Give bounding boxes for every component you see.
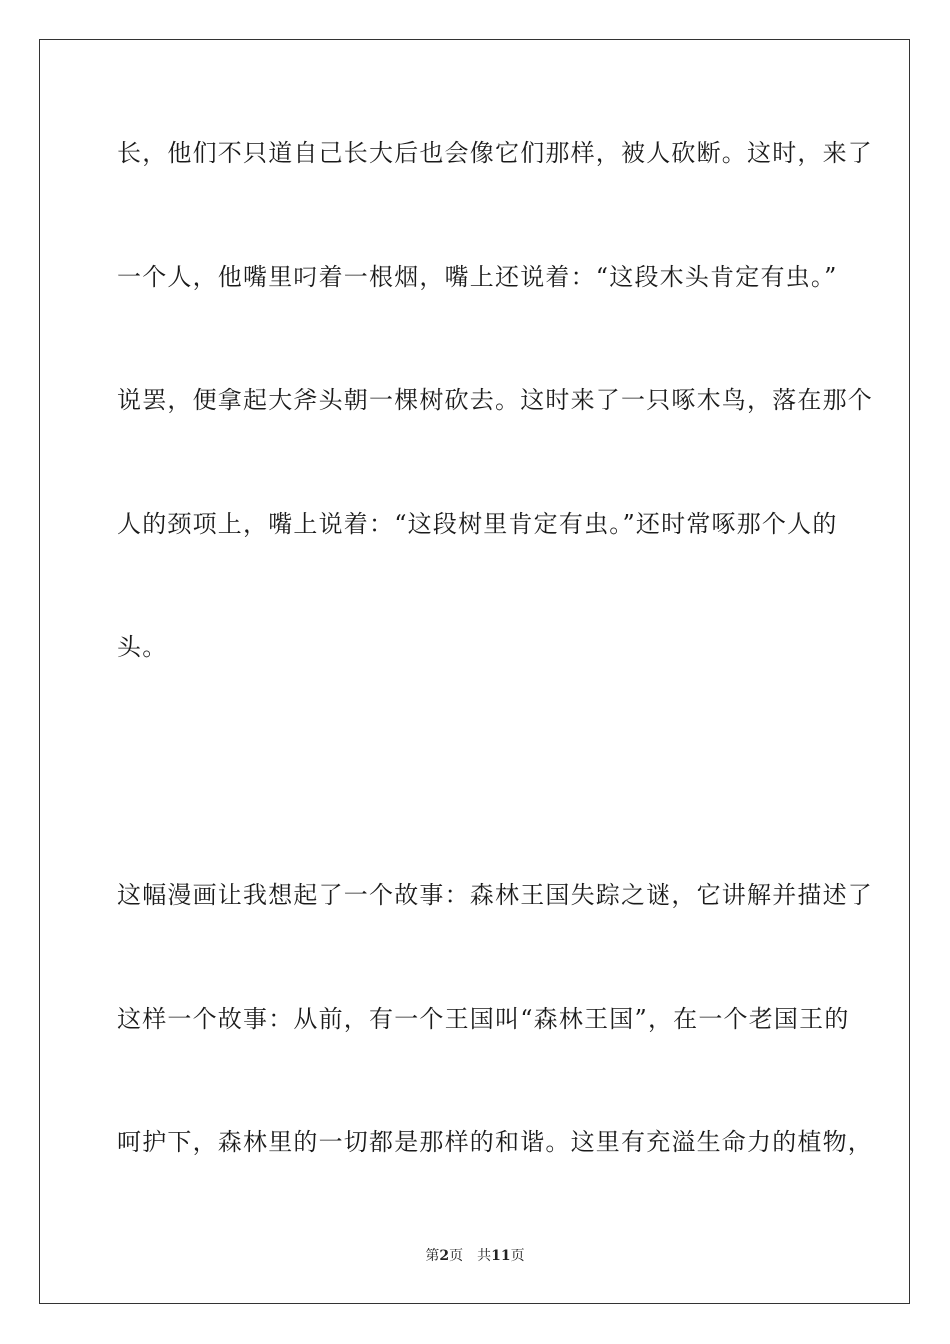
total-suffix: 页 [510, 1248, 525, 1264]
total-prefix: 共 [477, 1248, 492, 1264]
text-line: 人的颈项上，嘴上说着：“这段树里肯定有虫。”还时常啄那个人的 [117, 510, 838, 538]
total-pages: 11 [491, 1248, 511, 1264]
text-line: 头。 [117, 633, 168, 661]
page-number: 2 [439, 1248, 450, 1264]
text-line: 说罢，便拿起大斧头朝一棵树砍去。这时来了一只啄木鸟，落在那个 [117, 386, 873, 414]
total-indicator [477, 1248, 524, 1264]
text-line: 长，他们不只道自己长大后也会像它们那样，被人砍断。这时，来了 [117, 139, 873, 167]
page-prefix: 第 [425, 1248, 440, 1264]
text-line: 这幅漫画让我想起了一个故事：森林王国失踪之谜，它讲解并描述了 [117, 881, 873, 909]
text-line: 呵护下，森林里的一切都是那样的和谐。这里有充溢生命力的植物， [117, 1128, 873, 1156]
page-suffix: 页 [449, 1248, 464, 1264]
text-line: 一个人，他嘴里叼着一根烟，嘴上还说着：“这段木头肯定有虫。” [117, 263, 838, 291]
page-indicator [425, 1248, 463, 1264]
page-border [39, 39, 910, 1304]
page-footer [0, 1246, 950, 1266]
text-line: 这样一个故事：从前，有一个王国叫“森林王国”，在一个老国王的 [117, 1005, 850, 1033]
